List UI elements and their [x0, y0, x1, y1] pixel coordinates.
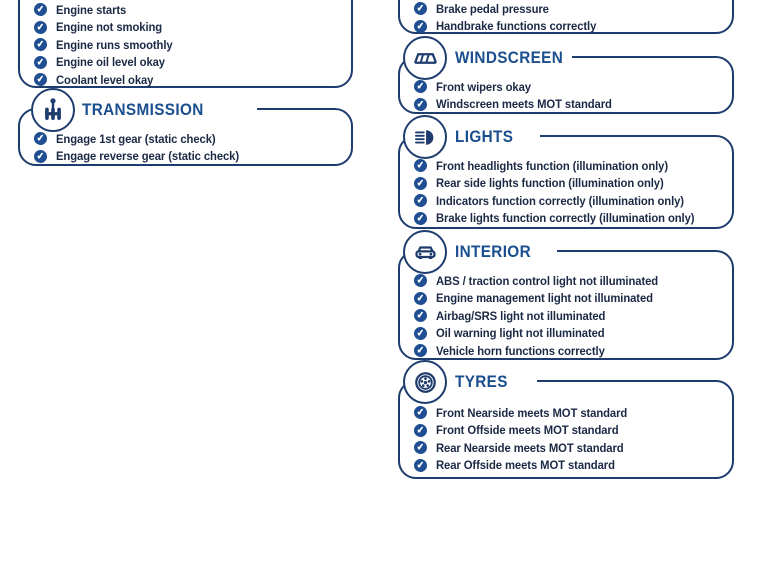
checklist-item — [414, 272, 724, 290]
checklist-item-label: Windscreen meets MOT standard — [436, 97, 612, 112]
checklist-item-label: Oil warning light not illuminated — [436, 326, 605, 341]
headlight-icon — [403, 115, 447, 159]
check-icon: ✔ — [413, 406, 427, 420]
checklist-item — [414, 96, 724, 114]
checklist-item-label: Handbrake functions correctly — [436, 19, 597, 34]
checklist-item — [414, 457, 724, 475]
checklist-item-label: Engage 1st gear (static check) — [56, 131, 216, 146]
checklist-item — [34, 1, 343, 19]
check-icon: ✔ — [413, 423, 427, 437]
checklist-item — [34, 19, 343, 37]
checklist-item-label: Front wipers okay — [436, 79, 531, 94]
check-icon: ✔ — [413, 326, 427, 340]
checklist-item — [414, 342, 724, 360]
check-icon: ✔ — [33, 3, 47, 17]
section-title: TRANSMISSION — [82, 100, 204, 119]
section-lights — [398, 127, 734, 229]
section-title: INTERIOR — [455, 242, 531, 261]
checklist-item — [414, 325, 724, 343]
windscreen-icon — [403, 36, 447, 80]
checklist-item — [414, 175, 724, 193]
section-title: WINDSCREEN — [455, 48, 564, 67]
check-icon: ✔ — [413, 441, 427, 455]
check-icon: ✔ — [33, 38, 47, 52]
check-icon: ✔ — [33, 149, 47, 163]
check-icon: ✔ — [413, 159, 427, 173]
checklist-item-label: ABS / traction control light not illuminated — [436, 273, 659, 288]
checklist-item — [34, 54, 343, 72]
checklist-item-label: Coolant level okay — [56, 72, 154, 87]
checklist-item-label: Engine runs smoothly — [56, 37, 173, 52]
check-icon: ✔ — [413, 458, 427, 472]
checklist-item — [414, 290, 724, 308]
checklist-item-label: Airbag/SRS light not illuminated — [436, 308, 606, 323]
check-icon: ✔ — [413, 19, 427, 33]
section-brakes — [398, 0, 734, 34]
check-icon: ✔ — [413, 309, 427, 323]
check-icon: ✔ — [413, 211, 427, 225]
checklist-item — [34, 71, 343, 89]
checklist-item — [414, 307, 724, 325]
checklist-item-label: Engage reverse gear (static check) — [56, 149, 240, 164]
checklist-item-label: Front Offside meets MOT standard — [436, 423, 619, 438]
check-icon: ✔ — [413, 291, 427, 305]
checklist-item — [34, 130, 343, 148]
checklist-item — [414, 404, 724, 422]
check-icon: ✔ — [33, 73, 47, 87]
checklist-item-label: Engine not smoking — [56, 20, 163, 35]
section-title: LIGHTS — [455, 127, 514, 146]
tyre-wheel-icon — [403, 360, 447, 404]
check-icon: ✔ — [413, 194, 427, 208]
checklist-item — [414, 192, 724, 210]
checklist-item — [414, 439, 724, 457]
checklist-item-label: Front headlights function (illumination only) — [436, 158, 669, 173]
gear-shifter-icon — [31, 88, 75, 132]
check-icon: ✔ — [33, 20, 47, 34]
checklist-item — [414, 0, 724, 18]
checklist-item-label: Brake pedal pressure — [436, 1, 549, 16]
check-icon: ✔ — [413, 176, 427, 190]
check-icon: ✔ — [413, 80, 427, 94]
checklist-item-label: Rear Nearside meets MOT standard — [436, 440, 624, 455]
section-engine — [18, 0, 353, 88]
checklist-item — [414, 157, 724, 175]
checklist-item — [414, 422, 724, 440]
checklist-item — [34, 148, 343, 166]
check-icon: ✔ — [413, 97, 427, 111]
checklist-item-label: Engine management light not illuminated — [436, 291, 653, 306]
checklist-item — [34, 36, 343, 54]
checklist-item — [414, 18, 724, 36]
checklist-item-label: Rear Offside meets MOT standard — [436, 458, 615, 473]
checklist-item-label: Engine oil level okay — [56, 55, 165, 70]
section-title: TYRES — [455, 372, 508, 391]
section-tyres — [398, 372, 734, 479]
car-interior-icon — [403, 230, 447, 274]
checklist-item — [414, 210, 724, 228]
check-icon: ✔ — [413, 344, 427, 358]
check-icon: ✔ — [413, 2, 427, 16]
section-interior — [398, 242, 734, 360]
checklist-item-label: Vehicle horn functions correctly — [436, 343, 605, 358]
checklist-item — [414, 78, 724, 96]
checklist-item-label: Engine starts — [56, 2, 127, 17]
checklist-item-label: Brake lights function correctly (illumination only) — [436, 211, 695, 226]
checklist-item-label: Front Nearside meets MOT standard — [436, 405, 628, 420]
check-icon: ✔ — [413, 274, 427, 288]
checklist-item-label: Rear side lights function (illumination only) — [436, 176, 664, 191]
section-windscreen — [398, 48, 734, 114]
check-icon: ✔ — [33, 55, 47, 69]
section-transmission — [18, 100, 353, 166]
checklist-item-label: Indicators function correctly (illumination only) — [436, 193, 684, 208]
check-icon: ✔ — [33, 132, 47, 146]
